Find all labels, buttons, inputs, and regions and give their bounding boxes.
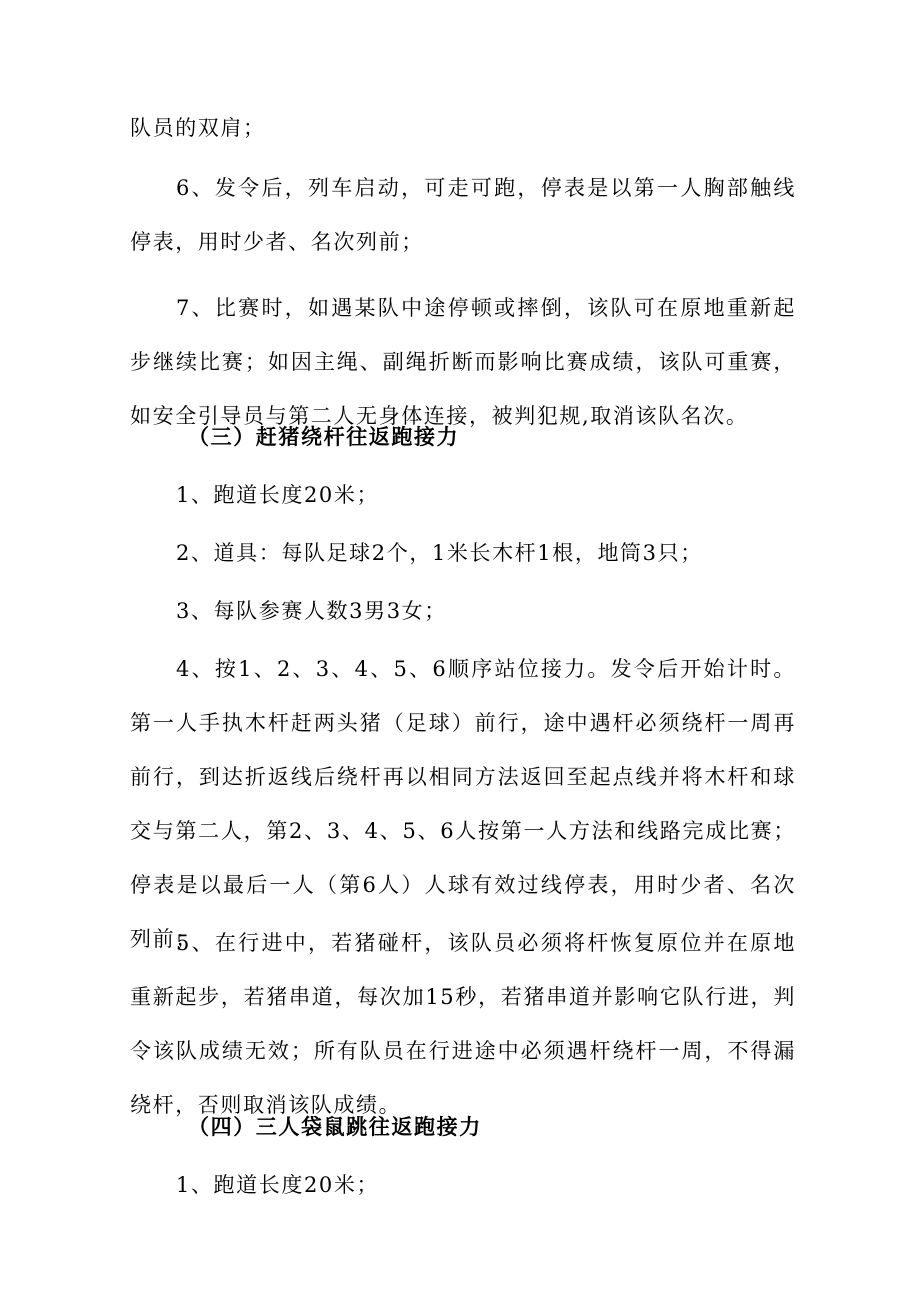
paragraph-s3-2: 2、道具：每队足球2个，1米长木杆1根，地筒3只； (176, 541, 703, 565)
paragraph-s4-1: 1、跑道长度20米； (176, 1173, 380, 1197)
section-heading-4: （四）三人袋鼠跳往返跑接力 (188, 1114, 482, 1139)
section-heading-3: （三）赶猪绕杆往返跑接力 (188, 424, 460, 449)
paragraph-continuation: 队员的双肩； (130, 116, 266, 140)
paragraph-s3-5: 5、在行进中，若猪碰杆，该队员必须将杆恢复原位并在原地重新起步，若猪串道，每次加15秒，若猪串道并影响它队行进，判令该队成绩无效；所有队员在行进途中必须遇杆绕杆一周，不得漏绕杆，否则取消该队成绩。 (130, 931, 796, 1117)
paragraph-s3-4: 4、按1、2、3、4、5、6顺序站位接力。发令后开始计时。第一人手执木杆赶两头猪（足球）前行，途中遇杆必须绕杆一周再前行，到达折返线后绕杆再以相同方法返回至起点线并将木杆和球交与第二人，第2、3、4、5、6人按第一人方法和线路完成比赛；停表是以最后一人（第6人）人球有效过线停表，用时少者、名次列前； (130, 657, 796, 951)
paragraph-s3-1: 1、跑道长度20米； (176, 483, 380, 507)
paragraph-s3-3: 3、每队参赛人数3男3女； (176, 599, 447, 623)
paragraph-rule-6: 6、发令后，列车启动，可走可跑，停表是以第一人胸部触线停表，用时少者、名次列前； (130, 176, 796, 254)
paragraph-rule-7: 7、比赛时，如遇某队中途停顿或摔倒，该队可在原地重新起步继续比赛；如因主绳、副绳折断而影响比赛成绩，该队可重赛，如安全引导员与第二人无身体连接，被判犯规,取消该队名次。 (130, 296, 796, 428)
